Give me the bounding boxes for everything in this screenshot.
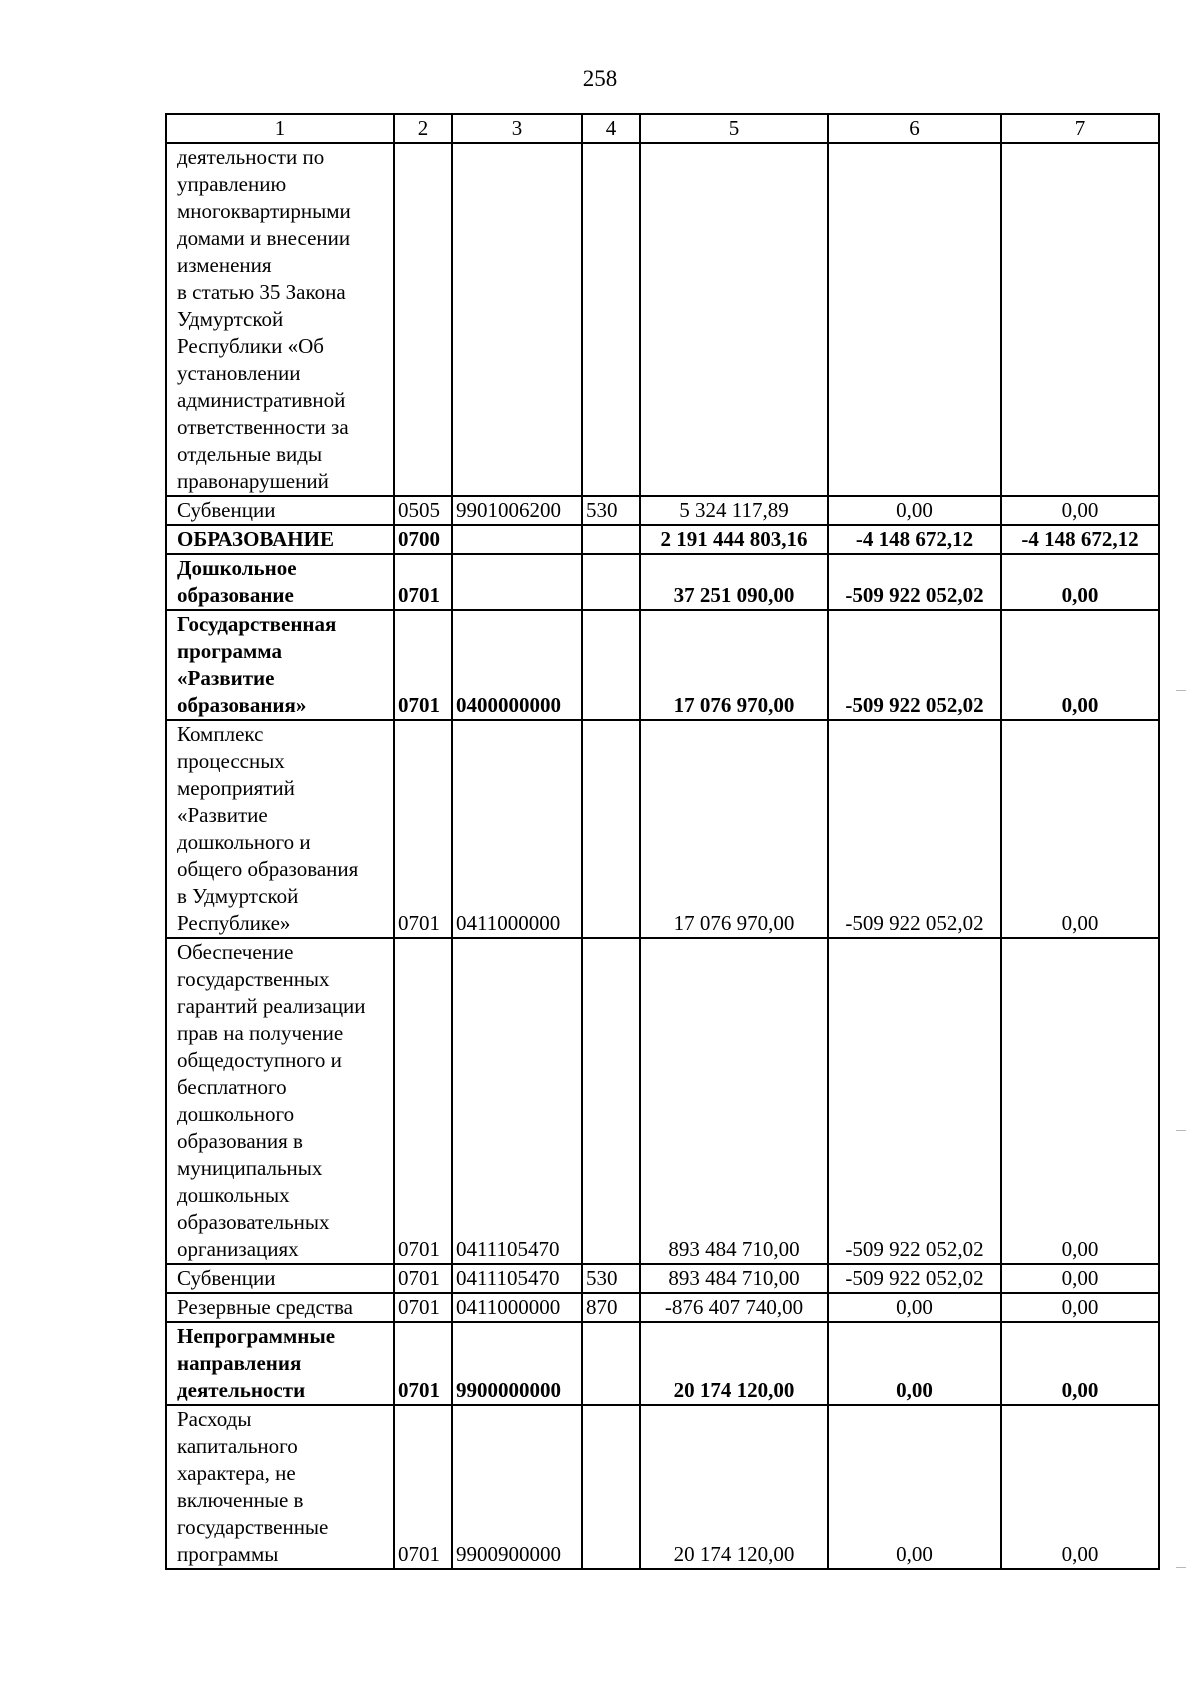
row-change-cell: -509 922 052,02 bbox=[828, 1264, 1001, 1293]
row-target-article-cell: 9900900000 bbox=[452, 1405, 582, 1569]
row-section-code-cell: 0505 bbox=[394, 496, 452, 525]
row-change-2-cell: 0,00 bbox=[1001, 938, 1159, 1264]
header-col-1: 1 bbox=[166, 114, 394, 143]
row-change-cell: -4 148 672,12 bbox=[828, 525, 1001, 554]
row-expense-type-cell bbox=[582, 610, 640, 720]
row-expense-type-cell bbox=[582, 1322, 640, 1405]
row-amount-cell: 893 484 710,00 bbox=[640, 938, 828, 1264]
row-name-cell: Расходы капитального характера, не включенные в государственные программы bbox=[166, 1405, 394, 1569]
table-row bbox=[166, 554, 1159, 610]
row-section-code-cell: 0701 bbox=[394, 1264, 452, 1293]
row-expense-type-cell bbox=[582, 525, 640, 554]
row-expense-type-cell bbox=[582, 720, 640, 938]
header-col-7: 7 bbox=[1001, 114, 1159, 143]
row-change-2-cell: 0,00 bbox=[1001, 496, 1159, 525]
row-name-cell: деятельности по управлению многоквартирными домами и внесении изменения в статью 35 Закона Удмуртской Республики «Об установлении административной ответственности за отдельные виды правонарушений bbox=[166, 143, 394, 496]
header-col-6: 6 bbox=[828, 114, 1001, 143]
row-target-article-cell: 0411000000 bbox=[452, 1293, 582, 1322]
row-expense-type-cell: 530 bbox=[582, 496, 640, 525]
table-row bbox=[166, 1293, 1159, 1322]
table-row bbox=[166, 143, 1159, 496]
row-name-cell: Государственная программа «Развитие образования» bbox=[166, 610, 394, 720]
row-section-code-cell: 0701 bbox=[394, 1322, 452, 1405]
row-section-code-cell: 0701 bbox=[394, 720, 452, 938]
row-change-2-cell: 0,00 bbox=[1001, 554, 1159, 610]
budget-table bbox=[165, 113, 1160, 1570]
row-change-cell bbox=[828, 143, 1001, 496]
row-amount-cell: 20 174 120,00 bbox=[640, 1322, 828, 1405]
row-amount-cell: 5 324 117,89 bbox=[640, 496, 828, 525]
row-target-article-cell bbox=[452, 143, 582, 496]
row-expense-type-cell bbox=[582, 1405, 640, 1569]
row-name-cell: Комплекс процессных мероприятий «Развитие дошкольного и общего образования в Удмуртской Республике» bbox=[166, 720, 394, 938]
row-target-article-cell bbox=[452, 525, 582, 554]
row-target-article-cell: 0411105470 bbox=[452, 938, 582, 1264]
row-change-2-cell bbox=[1001, 143, 1159, 496]
row-change-2-cell: -4 148 672,12 bbox=[1001, 525, 1159, 554]
row-change-2-cell: 0,00 bbox=[1001, 1322, 1159, 1405]
row-amount-cell: 37 251 090,00 bbox=[640, 554, 828, 610]
row-name-cell: Резервные средства bbox=[166, 1293, 394, 1322]
row-section-code-cell bbox=[394, 143, 452, 496]
row-expense-type-cell bbox=[582, 938, 640, 1264]
row-expense-type-cell: 530 bbox=[582, 1264, 640, 1293]
row-target-article-cell: 0411105470 bbox=[452, 1264, 582, 1293]
row-change-cell: 0,00 bbox=[828, 1293, 1001, 1322]
row-target-article-cell: 9900000000 bbox=[452, 1322, 582, 1405]
row-amount-cell: -876 407 740,00 bbox=[640, 1293, 828, 1322]
table-row bbox=[166, 525, 1159, 554]
row-change-2-cell: 0,00 bbox=[1001, 1293, 1159, 1322]
table-row bbox=[166, 938, 1159, 1264]
row-name-cell: ОБРАЗОВАНИЕ bbox=[166, 525, 394, 554]
row-section-code-cell: 0701 bbox=[394, 938, 452, 1264]
row-amount-cell: 17 076 970,00 bbox=[640, 610, 828, 720]
table-row bbox=[166, 496, 1159, 525]
row-target-article-cell: 0400000000 bbox=[452, 610, 582, 720]
row-name-cell: Дошкольное образование bbox=[166, 554, 394, 610]
scan-margin-mark bbox=[1176, 690, 1186, 691]
header-col-4: 4 bbox=[582, 114, 640, 143]
row-change-cell: 0,00 bbox=[828, 1322, 1001, 1405]
table-row bbox=[166, 720, 1159, 938]
row-change-cell: -509 922 052,02 bbox=[828, 554, 1001, 610]
row-amount-cell: 20 174 120,00 bbox=[640, 1405, 828, 1569]
row-change-2-cell: 0,00 bbox=[1001, 720, 1159, 938]
row-section-code-cell: 0701 bbox=[394, 610, 452, 720]
row-amount-cell: 2 191 444 803,16 bbox=[640, 525, 828, 554]
table-row bbox=[166, 610, 1159, 720]
row-name-cell: Непрограммные направления деятельности bbox=[166, 1322, 394, 1405]
row-change-cell: -509 922 052,02 bbox=[828, 938, 1001, 1264]
row-amount-cell: 17 076 970,00 bbox=[640, 720, 828, 938]
table-row bbox=[166, 1264, 1159, 1293]
row-amount-cell: 893 484 710,00 bbox=[640, 1264, 828, 1293]
header-col-3: 3 bbox=[452, 114, 582, 143]
table-row bbox=[166, 1405, 1159, 1569]
row-change-cell: 0,00 bbox=[828, 1405, 1001, 1569]
row-section-code-cell: 0701 bbox=[394, 1293, 452, 1322]
row-expense-type-cell: 870 bbox=[582, 1293, 640, 1322]
row-expense-type-cell bbox=[582, 554, 640, 610]
table-row bbox=[166, 1322, 1159, 1405]
row-section-code-cell: 0701 bbox=[394, 554, 452, 610]
row-target-article-cell: 9901006200 bbox=[452, 496, 582, 525]
row-name-cell: Субвенции bbox=[166, 496, 394, 525]
row-change-2-cell: 0,00 bbox=[1001, 610, 1159, 720]
row-target-article-cell: 0411000000 bbox=[452, 720, 582, 938]
row-change-2-cell: 0,00 bbox=[1001, 1405, 1159, 1569]
row-change-cell: -509 922 052,02 bbox=[828, 610, 1001, 720]
row-expense-type-cell bbox=[582, 143, 640, 496]
scan-margin-mark bbox=[1176, 1567, 1186, 1568]
row-target-article-cell bbox=[452, 554, 582, 610]
row-change-2-cell: 0,00 bbox=[1001, 1264, 1159, 1293]
scan-margin-mark bbox=[1176, 1130, 1186, 1131]
row-name-cell: Обеспечение государственных гарантий реализации прав на получение общедоступного и бесплатного дошкольного образования в муниципальных дошкольных образовательных организациях bbox=[166, 938, 394, 1264]
table-header-row bbox=[166, 114, 1159, 143]
row-amount-cell bbox=[640, 143, 828, 496]
header-col-5: 5 bbox=[640, 114, 828, 143]
row-name-cell: Субвенции bbox=[166, 1264, 394, 1293]
page-number: 258 bbox=[582, 66, 618, 91]
row-section-code-cell: 0700 bbox=[394, 525, 452, 554]
row-section-code-cell: 0701 bbox=[394, 1405, 452, 1569]
row-change-cell: 0,00 bbox=[828, 496, 1001, 525]
row-change-cell: -509 922 052,02 bbox=[828, 720, 1001, 938]
header-col-2: 2 bbox=[394, 114, 452, 143]
